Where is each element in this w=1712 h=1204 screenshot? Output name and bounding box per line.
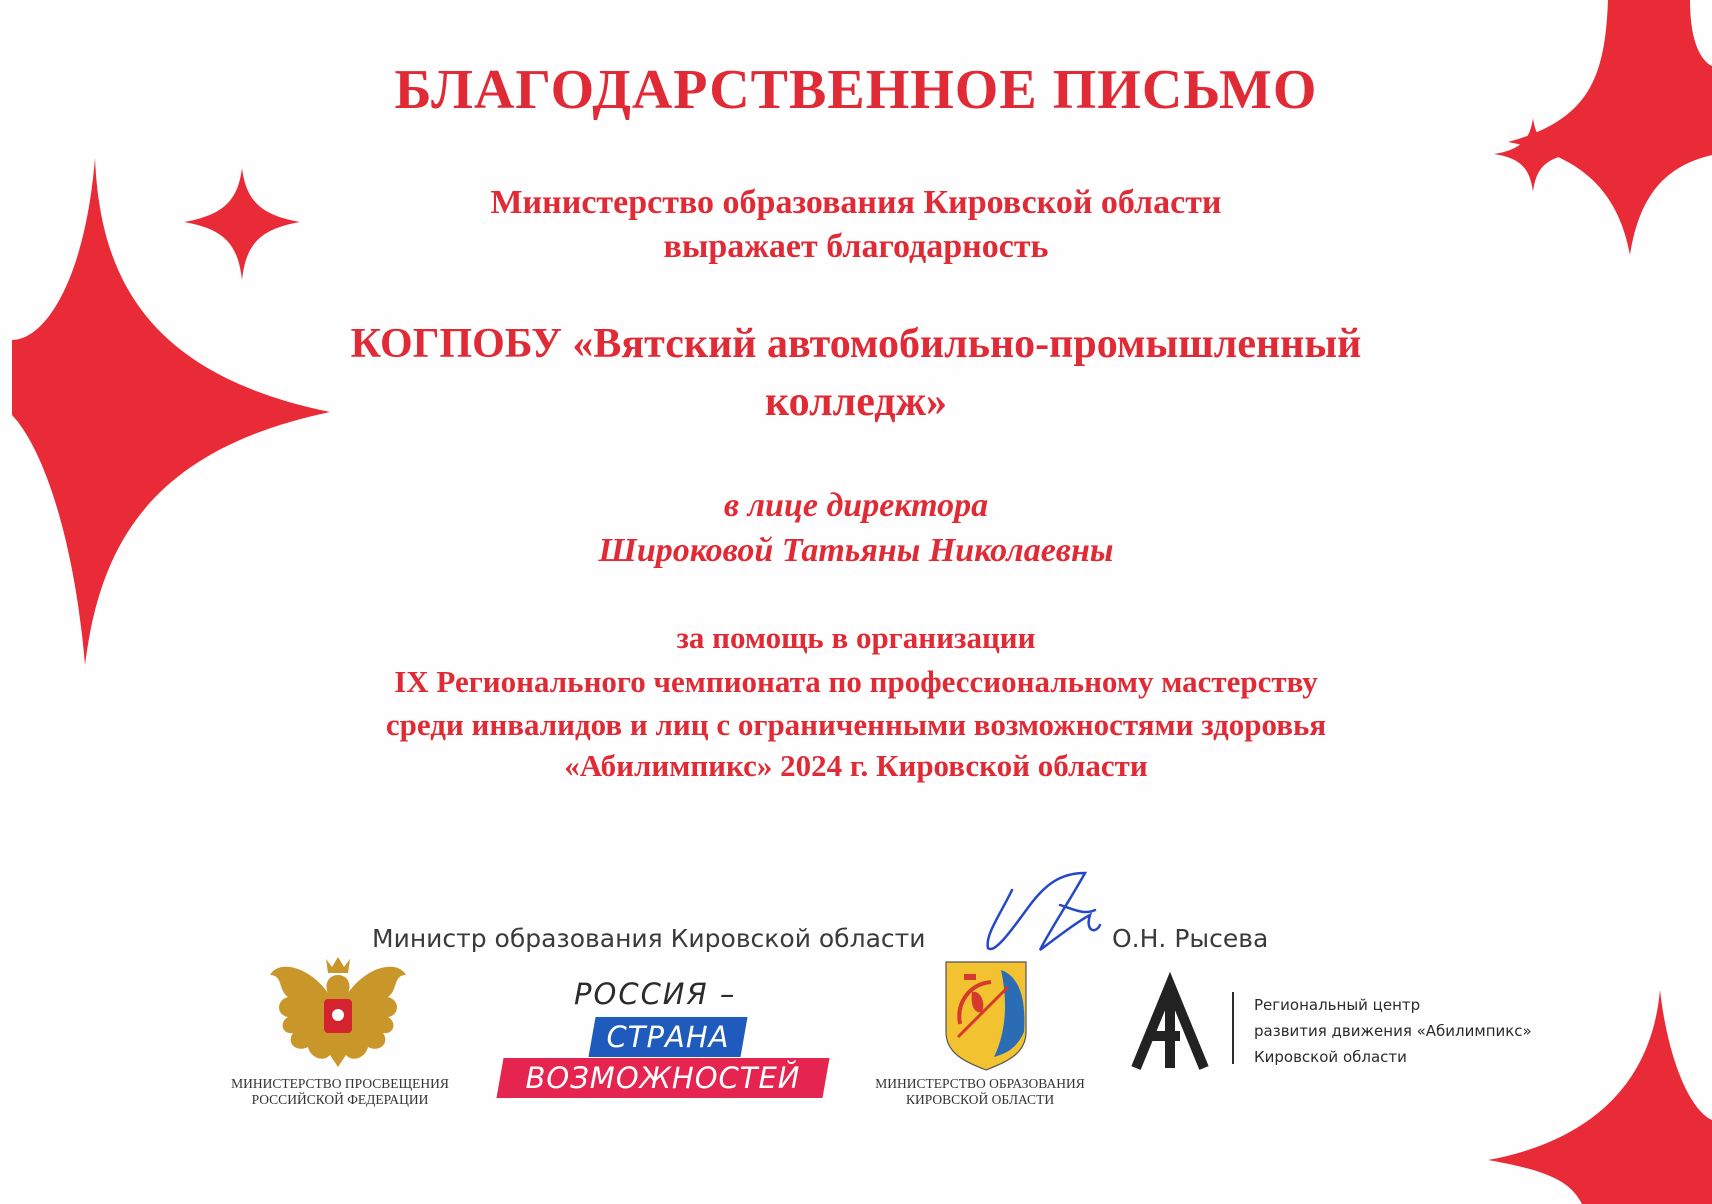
russia-logo-line-1: РОССИЯ – bbox=[574, 977, 737, 1011]
abilympics-caption-line-1: Региональный центр bbox=[1254, 996, 1421, 1014]
represented-line-2: Широковой Татьяны Николаевны bbox=[598, 532, 1114, 569]
russia-logo-line-2: СТРАНА bbox=[606, 1020, 730, 1054]
reason-line-2: IX Регионального чемпионата по профессиональному мастерству bbox=[394, 664, 1318, 699]
kirov-ministry-caption: МИНИСТЕРСТВО ОБРАЗОВАНИЯ КИРОВСКОЙ ОБЛАСТИ bbox=[875, 1076, 1085, 1107]
reason-line-3: среди инвалидов и лиц с ограниченными возможностями здоровья bbox=[385, 707, 1327, 742]
document-title: БЛАГОДАРСТВЕННОЕ ПИСЬМО bbox=[394, 59, 1318, 121]
recipient-line-1: КОГПОБУ «Вятский автомобильно-промышленный bbox=[350, 321, 1362, 367]
recipient-line-2: колледж» bbox=[764, 379, 947, 425]
reason-line-1: за помощь в организации bbox=[676, 620, 1036, 655]
ministry-prosveshcheniya-caption: МИНИСТЕРСТВО ПРОСВЕЩЕНИЯ РОССИЙСКОЙ ФЕДЕРАЦИИ bbox=[231, 1076, 449, 1107]
represented-line-1: в лице директора bbox=[723, 487, 989, 524]
signatory-name: О.Н. Рысева bbox=[1112, 924, 1269, 953]
issuer-line-1: Министерство образования Кировской области bbox=[490, 184, 1222, 221]
abilympics-caption-line-2: развития движения «Абилимпикс» bbox=[1254, 1022, 1532, 1040]
reason-line-4: «Абилимпикс» 2024 г. Кировской области bbox=[564, 748, 1148, 783]
abilympics-caption bbox=[1254, 992, 1532, 1070]
russia-logo-line-3: ВОЗМОЖНОСТЕЙ bbox=[525, 1061, 801, 1095]
minister-position: Министр образования Кировской области bbox=[372, 924, 926, 953]
abilympics-divider bbox=[1232, 992, 1234, 1064]
abilympics-caption-line-3: Кировской области bbox=[1254, 1048, 1407, 1066]
issuer-line-2: выражает благодарность bbox=[663, 228, 1049, 265]
